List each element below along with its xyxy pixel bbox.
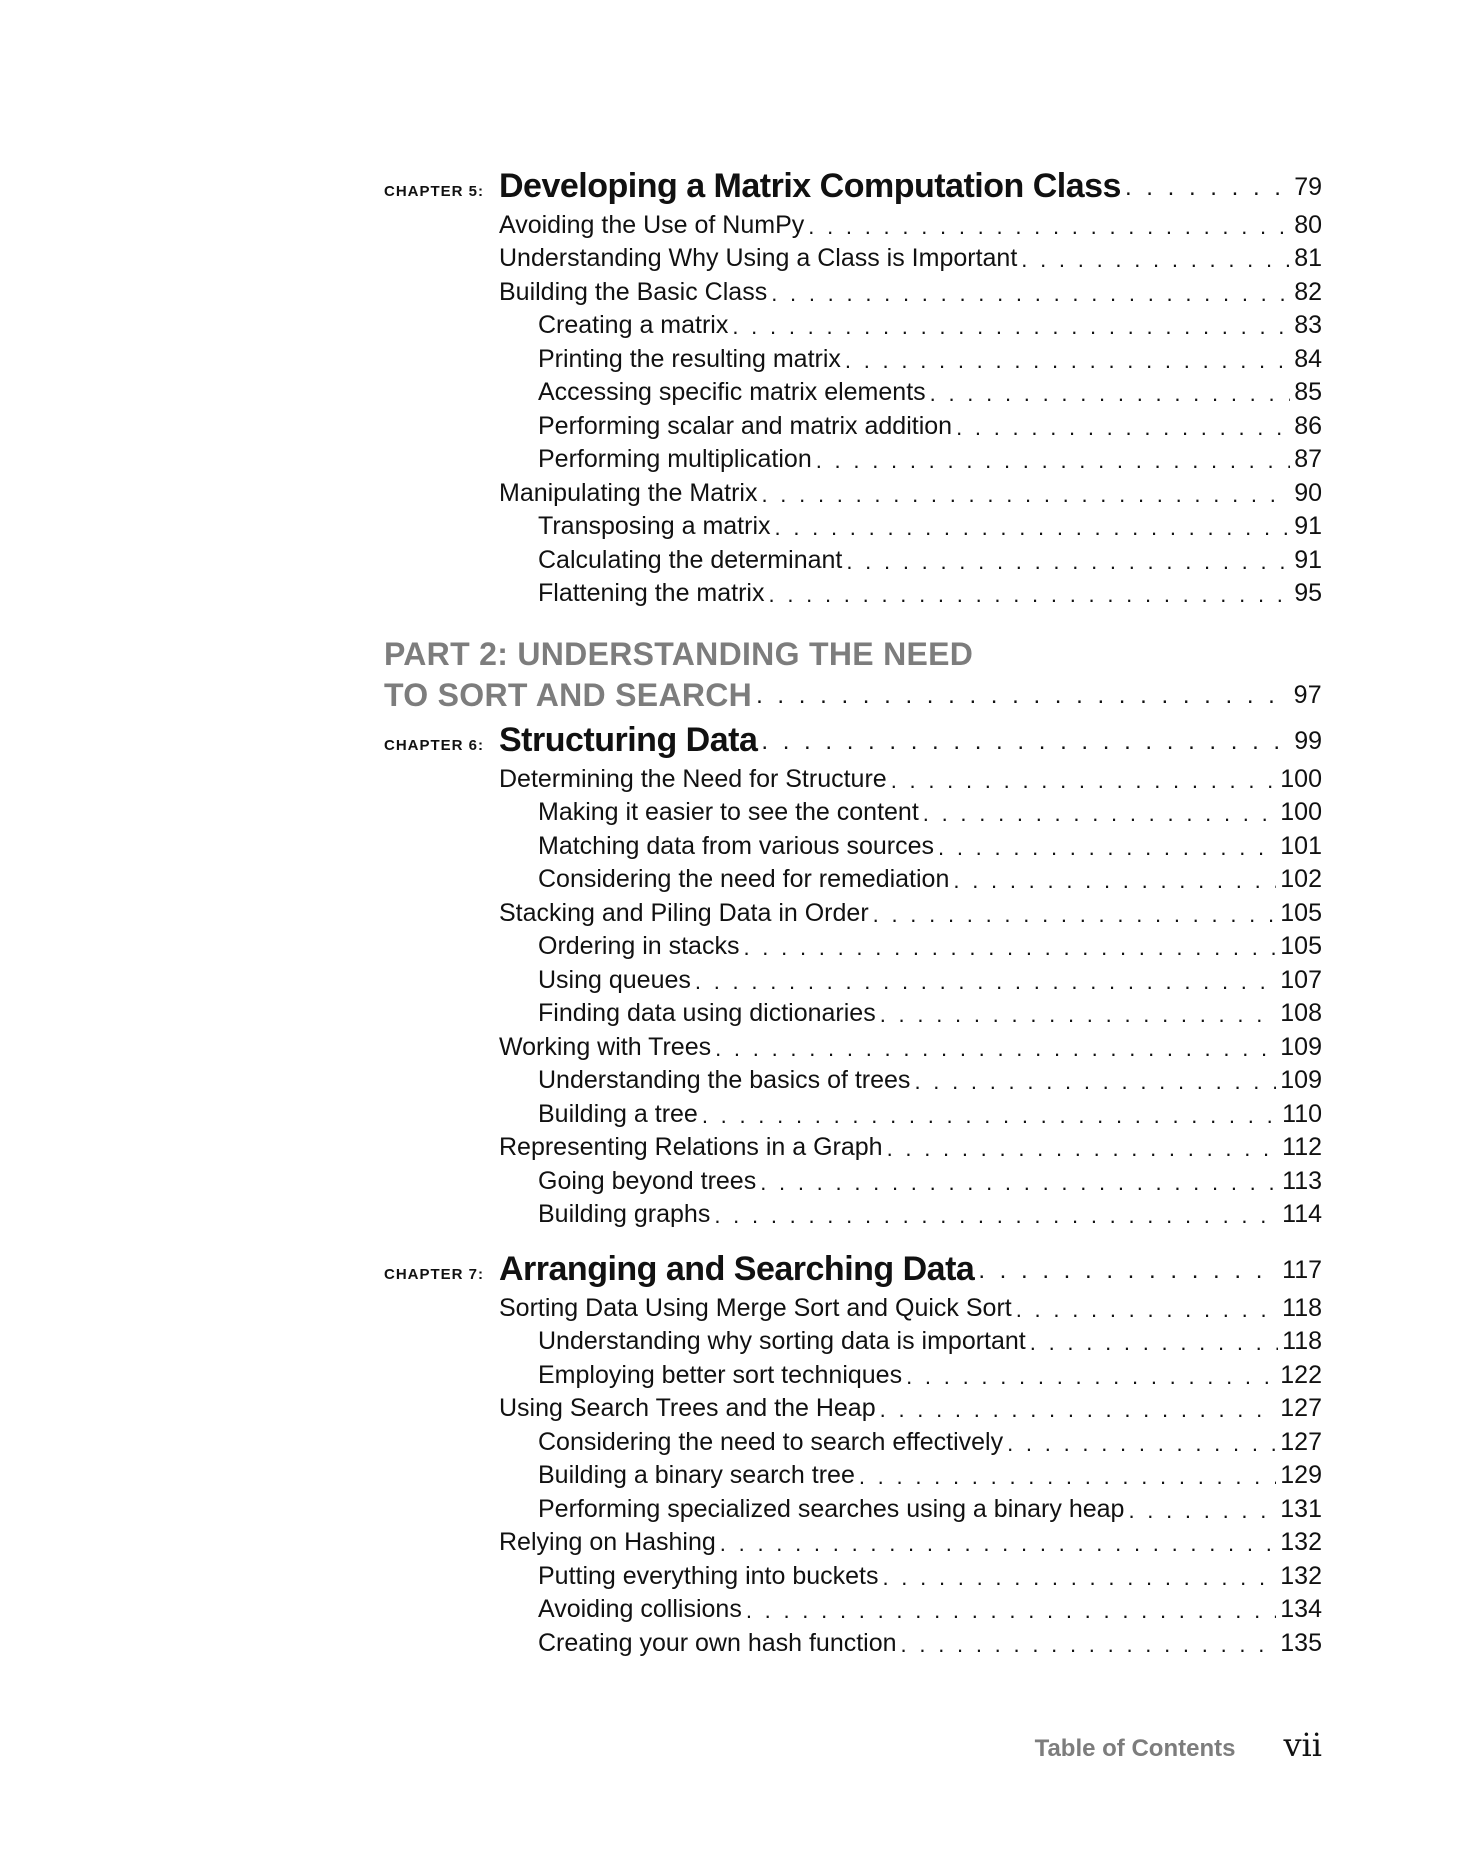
dot-leader	[1007, 1431, 1276, 1457]
dot-leader	[923, 801, 1277, 827]
entry-title: Avoiding the Use of NumPy	[499, 210, 805, 239]
toc-entry[interactable]	[499, 894, 1322, 928]
dot-leader	[882, 1565, 1276, 1591]
dot-leader	[720, 1531, 1276, 1557]
entry-title: Employing better sort techniques	[538, 1360, 903, 1389]
toc-entry[interactable]	[499, 1524, 1322, 1558]
dot-leader	[771, 281, 1290, 307]
entry-title: Stacking and Piling Data in Order	[499, 898, 869, 927]
table-of-contents	[384, 160, 1322, 1658]
entry-title: Building graphs	[538, 1200, 711, 1228]
dot-leader	[732, 314, 1290, 340]
chapter-label: CHAPTER 7:	[384, 1266, 485, 1283]
entry-title: Considering the need for remediation	[538, 865, 950, 893]
entry-title: Sorting Data Using Merge Sort and Quick Sort	[499, 1293, 1012, 1322]
entry-title: Making it easier to see the content	[538, 798, 919, 826]
page-number: 85	[1294, 378, 1322, 406]
chapter-7-heading[interactable]	[384, 1243, 1322, 1289]
entry-title: Understanding why sorting data is important	[538, 1327, 1026, 1355]
toc-subentry[interactable]	[538, 1557, 1322, 1591]
page-number: 122	[1280, 1360, 1322, 1389]
page-number: 109	[1280, 1066, 1322, 1094]
entry-title: Creating a matrix	[538, 311, 729, 339]
toc-subentry[interactable]	[538, 307, 1322, 341]
dot-leader	[956, 415, 1290, 441]
dot-leader	[880, 1397, 1277, 1423]
toc-subentry[interactable]	[538, 340, 1322, 374]
entry-title: Avoiding collisions	[538, 1595, 742, 1623]
entry-title: Creating your own hash function	[538, 1628, 897, 1657]
toc-subentry[interactable]	[538, 1196, 1322, 1230]
dot-leader	[1016, 1297, 1278, 1323]
toc-subentry[interactable]	[538, 1162, 1322, 1196]
entry-title: Flattening the matrix	[538, 579, 765, 607]
toc-subentry[interactable]	[538, 861, 1322, 895]
toc-subentry[interactable]	[538, 441, 1322, 475]
dot-leader	[761, 482, 1290, 508]
toc-subentry[interactable]	[538, 1062, 1322, 1096]
dot-leader	[930, 381, 1291, 407]
dot-leader	[953, 868, 1276, 894]
entry-title: Building the Basic Class	[499, 277, 768, 306]
page-number: 79	[1294, 173, 1322, 201]
chapter-title: Developing a Matrix Computation Class	[499, 167, 1121, 205]
toc-subentry[interactable]	[538, 407, 1322, 441]
dot-leader	[906, 1364, 1276, 1390]
dot-leader	[769, 582, 1291, 608]
page-number: 100	[1280, 764, 1322, 793]
page-number: 118	[1282, 1327, 1322, 1355]
page-number: 91	[1294, 512, 1322, 540]
toc-subentry[interactable]	[538, 1457, 1322, 1491]
chapter-5-heading[interactable]	[384, 160, 1322, 206]
dot-leader	[743, 935, 1276, 961]
entry-title: Understanding Why Using a Class is Important	[499, 244, 1018, 272]
entry-title: Performing multiplication	[538, 445, 812, 473]
dot-leader	[978, 1257, 1278, 1289]
toc-subentry[interactable]	[538, 541, 1322, 575]
page-number: 95	[1294, 579, 1322, 607]
dot-leader	[1021, 247, 1290, 273]
page-number: 132	[1280, 1561, 1322, 1590]
chapter-6	[384, 714, 1322, 1229]
toc-subentry[interactable]	[538, 995, 1322, 1029]
dot-leader	[702, 1103, 1278, 1129]
toc-entry[interactable]	[499, 206, 1322, 240]
entry-title: Using Search Trees and the Heap	[499, 1394, 876, 1422]
entry-title: Determining the Need for Structure	[499, 764, 887, 793]
toc-subentry[interactable]	[538, 1423, 1322, 1457]
entry-title: Transposing a matrix	[538, 512, 771, 540]
page-number: 105	[1280, 932, 1322, 960]
dot-leader	[760, 1170, 1278, 1196]
entry-title: Representing Relations in a Graph	[499, 1133, 883, 1161]
toc-subentry[interactable]	[538, 827, 1322, 861]
dot-leader	[873, 902, 1277, 928]
toc-subentry[interactable]	[538, 1490, 1322, 1524]
dot-leader	[746, 1598, 1276, 1624]
part-title-line-1: PART 2: UNDERSTANDING THE NEED	[384, 636, 974, 672]
page-number: 127	[1280, 1394, 1322, 1422]
toc-entry[interactable]	[499, 760, 1322, 794]
toc-subentry[interactable]	[538, 1591, 1322, 1625]
toc-subentry[interactable]	[538, 1356, 1322, 1390]
part-title-line-2: TO SORT AND SEARCH	[384, 677, 753, 713]
page-number: 107	[1280, 965, 1322, 994]
entry-title: Ordering in stacks	[538, 932, 740, 960]
page-number: 80	[1294, 210, 1322, 239]
dot-leader	[901, 1632, 1277, 1658]
entry-title: Building a binary search tree	[538, 1461, 855, 1489]
chapter-title: Structuring Data	[499, 721, 758, 759]
page-number: 102	[1280, 865, 1322, 893]
chapter-title: Arranging and Searching Data	[499, 1250, 975, 1288]
entry-title: Manipulating the Matrix	[499, 478, 758, 507]
toc-subentry[interactable]	[538, 1624, 1322, 1658]
toc-subentry[interactable]	[538, 1095, 1322, 1129]
dot-leader	[1125, 174, 1290, 206]
page-number: 110	[1282, 1099, 1322, 1128]
page-number: 132	[1280, 1528, 1322, 1556]
toc-entry[interactable]	[499, 240, 1322, 274]
entry-title: Using queues	[538, 965, 691, 994]
entry-title: Going beyond trees	[538, 1166, 757, 1195]
dot-leader	[880, 1002, 1277, 1028]
toc-entry[interactable]	[499, 1390, 1322, 1424]
entry-title: Accessing specific matrix elements	[538, 378, 926, 406]
footer-section-label: Table of Contents	[1034, 1735, 1236, 1762]
entry-title: Working with Trees	[499, 1032, 712, 1061]
dot-leader	[1030, 1330, 1278, 1356]
toc-entry[interactable]	[499, 1028, 1322, 1062]
toc-subentry[interactable]	[538, 1323, 1322, 1357]
page-number: 112	[1282, 1133, 1322, 1161]
toc-entry[interactable]	[499, 474, 1322, 508]
dot-leader	[756, 682, 1289, 714]
entry-title: Considering the need to search effectively	[538, 1427, 1004, 1456]
entry-title: Building a tree	[538, 1099, 698, 1128]
page-number: 114	[1282, 1200, 1322, 1228]
page-number: 117	[1282, 1256, 1322, 1284]
page-number: 127	[1280, 1427, 1322, 1456]
page-number: 108	[1280, 999, 1322, 1027]
toc-subentry[interactable]	[538, 794, 1322, 828]
toc-entry[interactable]	[499, 273, 1322, 307]
entry-title: Calculating the determinant	[538, 545, 843, 574]
dot-leader	[695, 969, 1276, 995]
page-number: 134	[1280, 1595, 1322, 1623]
page-number: 100	[1280, 798, 1322, 826]
dot-leader	[887, 1136, 1279, 1162]
chapter-7	[384, 1243, 1322, 1658]
toc-subentry[interactable]	[538, 575, 1322, 609]
dot-leader	[1128, 1498, 1276, 1524]
page-number: 87	[1294, 445, 1322, 473]
entry-title: Understanding the basics of trees	[538, 1066, 911, 1094]
part-2-heading[interactable]	[384, 634, 1322, 714]
dot-leader	[846, 549, 1290, 575]
chapter-6-heading[interactable]	[384, 714, 1322, 760]
page-number: 105	[1280, 898, 1322, 927]
page-number: 101	[1280, 831, 1322, 860]
dot-leader	[775, 515, 1291, 541]
page-number: 81	[1294, 244, 1322, 272]
entry-title: Matching data from various sources	[538, 831, 935, 860]
page-number: 129	[1280, 1461, 1322, 1489]
toc-entry[interactable]	[499, 1129, 1322, 1163]
entry-title: Printing the resulting matrix	[538, 344, 841, 373]
toc-subentry[interactable]	[538, 508, 1322, 542]
page-number: 113	[1282, 1166, 1322, 1195]
toc-subentry[interactable]	[538, 961, 1322, 995]
dot-leader	[816, 448, 1290, 474]
page-number: 82	[1294, 277, 1322, 306]
page-number: 135	[1280, 1628, 1322, 1657]
page-number: 109	[1280, 1032, 1322, 1061]
toc-entry[interactable]	[499, 1289, 1322, 1323]
entry-title: Relying on Hashing	[499, 1528, 716, 1556]
page-number: 91	[1294, 545, 1322, 574]
page-number: 83	[1294, 311, 1322, 339]
page-number: 86	[1294, 411, 1322, 440]
page-number: 131	[1280, 1494, 1322, 1523]
dot-leader	[761, 728, 1290, 760]
entry-title: Performing scalar and matrix addition	[538, 411, 953, 440]
toc-subentry[interactable]	[538, 928, 1322, 962]
dot-leader	[891, 768, 1277, 794]
entry-title: Finding data using dictionaries	[538, 999, 876, 1027]
dot-leader	[914, 1069, 1276, 1095]
page-number: 97	[1293, 681, 1322, 709]
chapter-label: CHAPTER 6:	[384, 737, 485, 754]
page-number: 84	[1294, 344, 1322, 373]
footer-page-number: vii	[1283, 1726, 1322, 1764]
page-number: 99	[1294, 727, 1322, 755]
entry-title: Putting everything into buckets	[538, 1561, 879, 1590]
dot-leader	[859, 1464, 1276, 1490]
chapter-label: CHAPTER 5:	[384, 183, 485, 200]
dot-leader	[808, 214, 1290, 240]
page-footer	[1035, 1726, 1322, 1764]
page-number: 118	[1282, 1293, 1322, 1322]
dot-leader	[715, 1036, 1276, 1062]
dot-leader	[845, 348, 1290, 374]
chapter-5	[384, 160, 1322, 608]
entry-title: Performing specialized searches using a binary heap	[538, 1494, 1125, 1523]
dot-leader	[714, 1203, 1278, 1229]
spacer	[384, 1229, 1322, 1243]
dot-leader	[938, 835, 1276, 861]
toc-subentry[interactable]	[538, 374, 1322, 408]
page-number: 90	[1294, 478, 1322, 507]
